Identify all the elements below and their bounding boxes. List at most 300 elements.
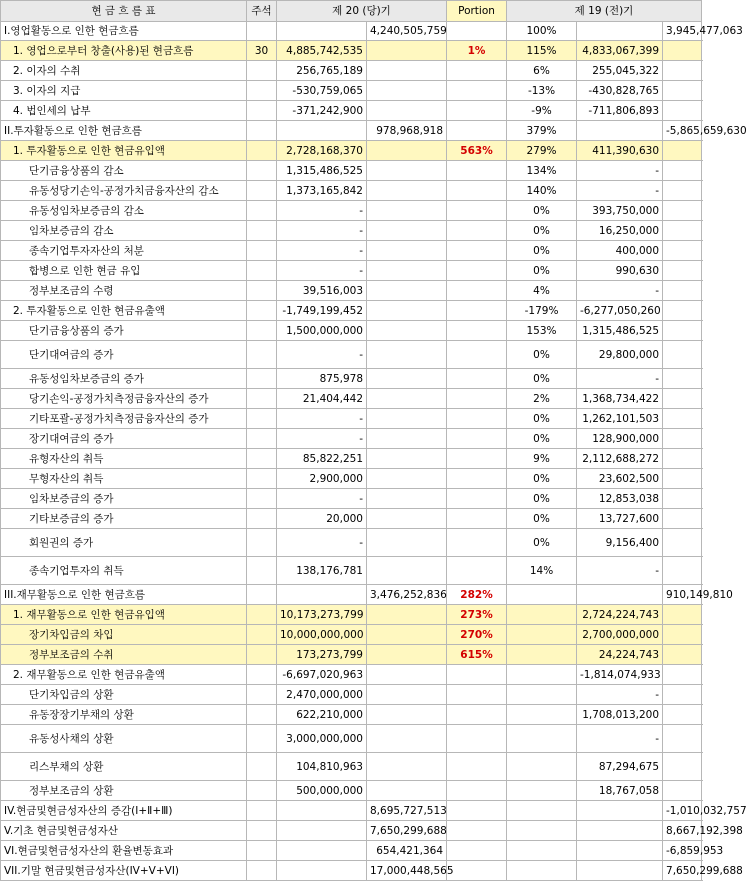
row-prior-item: -711,806,893 xyxy=(577,101,663,121)
row-portion: 0% xyxy=(507,429,577,449)
row-current-item: 875,978 xyxy=(277,369,367,389)
row-current-total xyxy=(367,557,447,585)
row-note xyxy=(247,61,277,81)
row-prior-item: 2,112,688,272 xyxy=(577,449,663,469)
table-row xyxy=(1,685,702,705)
row-prior-item: 990,630 xyxy=(577,261,663,281)
table-row xyxy=(1,469,702,489)
row-current-item: -6,697,020,963 xyxy=(277,665,367,685)
row-portion: 0% xyxy=(507,261,577,281)
row-portion: -13% xyxy=(507,81,577,101)
row-note xyxy=(247,449,277,469)
table-row xyxy=(1,61,702,81)
row-prior-item: 87,294,675 xyxy=(577,753,663,781)
row-current-total xyxy=(367,725,447,753)
row-portion: 100% xyxy=(507,22,577,41)
row-current-item: - xyxy=(277,529,367,557)
row-prior-item: 1,315,486,525 xyxy=(577,321,663,341)
row-note xyxy=(247,141,277,161)
table-row xyxy=(1,181,702,201)
table-row xyxy=(1,101,702,121)
row-prior-total xyxy=(663,141,702,161)
table-row xyxy=(1,221,702,241)
row-ratio xyxy=(447,261,507,281)
row-label: 무형자산의 취득 xyxy=(1,469,247,489)
row-label: IV.현금및현금성자산의 증감(Ⅰ+Ⅱ+Ⅲ) xyxy=(1,801,247,821)
table-row xyxy=(1,861,702,881)
row-portion xyxy=(507,585,577,605)
row-prior-item xyxy=(577,22,663,41)
row-prior-total: 7,650,299,688 xyxy=(663,861,702,881)
row-label: 2. 투자활동으로 인한 현금유출액 xyxy=(1,301,247,321)
row-prior-total: -1,010,032,757 xyxy=(663,801,702,821)
row-portion xyxy=(507,725,577,753)
table-row xyxy=(1,41,702,61)
row-label: 1. 영업으로부터 창출(사용)된 현금흐름 xyxy=(1,41,247,61)
row-ratio xyxy=(447,101,507,121)
row-ratio xyxy=(447,81,507,101)
row-label: 유동성당기손익-공정가치금융자산의 감소 xyxy=(1,181,247,201)
row-label: 장기대여금의 증가 xyxy=(1,429,247,449)
row-portion: 0% xyxy=(507,341,577,369)
row-prior-item: - xyxy=(577,369,663,389)
row-prior-total: -6,859,953 xyxy=(663,841,702,861)
row-note xyxy=(247,281,277,301)
row-current-item: - xyxy=(277,201,367,221)
row-current-total xyxy=(367,705,447,725)
row-ratio xyxy=(447,469,507,489)
row-label: 정부보조금의 수령 xyxy=(1,281,247,301)
row-portion: 2% xyxy=(507,389,577,409)
table-row xyxy=(1,529,702,557)
row-prior-total xyxy=(663,41,702,61)
row-prior-total xyxy=(663,529,702,557)
table-row xyxy=(1,121,702,141)
row-current-total xyxy=(367,281,447,301)
table-row xyxy=(1,369,702,389)
row-ratio: 282% xyxy=(447,585,507,605)
row-prior-item: - xyxy=(577,725,663,753)
row-label: 종속기업투자자산의 처분 xyxy=(1,241,247,261)
row-ratio: 615% xyxy=(447,645,507,665)
row-note xyxy=(247,22,277,41)
row-note xyxy=(247,81,277,101)
row-current-total xyxy=(367,449,447,469)
row-ratio xyxy=(447,409,507,429)
row-note xyxy=(247,241,277,261)
row-note xyxy=(247,409,277,429)
row-current-item: 4,885,742,535 xyxy=(277,41,367,61)
row-current-total: 654,421,364 xyxy=(367,841,447,861)
row-ratio xyxy=(447,489,507,509)
row-current-total: 17,000,448,565 xyxy=(367,861,447,881)
table-row xyxy=(1,781,702,801)
row-portion: 140% xyxy=(507,181,577,201)
row-current-total xyxy=(367,685,447,705)
row-current-total xyxy=(367,369,447,389)
row-portion: 0% xyxy=(507,489,577,509)
row-ratio xyxy=(447,121,507,141)
row-prior-total xyxy=(663,753,702,781)
row-portion: 9% xyxy=(507,449,577,469)
row-note xyxy=(247,841,277,861)
row-prior-total xyxy=(663,725,702,753)
row-current-item: 1,373,165,842 xyxy=(277,181,367,201)
row-label: 유동성사채의 상환 xyxy=(1,725,247,753)
row-label: 당기손익-공정가치측정금융자산의 증가 xyxy=(1,389,247,409)
row-note xyxy=(247,261,277,281)
row-prior-item: 16,250,000 xyxy=(577,221,663,241)
row-prior-total xyxy=(663,81,702,101)
row-prior-item: 1,262,101,503 xyxy=(577,409,663,429)
row-note xyxy=(247,725,277,753)
row-current-total: 978,968,918 xyxy=(367,121,447,141)
row-current-item: -530,759,065 xyxy=(277,81,367,101)
row-note xyxy=(247,685,277,705)
row-current-item: -1,749,199,452 xyxy=(277,301,367,321)
row-current-total xyxy=(367,753,447,781)
row-current-item: 1,500,000,000 xyxy=(277,321,367,341)
row-prior-total xyxy=(663,341,702,369)
row-prior-item: 23,602,500 xyxy=(577,469,663,489)
row-prior-item: 255,045,322 xyxy=(577,61,663,81)
row-prior-total xyxy=(663,605,702,625)
row-current-item: -371,242,900 xyxy=(277,101,367,121)
row-ratio: 563% xyxy=(447,141,507,161)
row-prior-total xyxy=(663,161,702,181)
row-prior-total xyxy=(663,469,702,489)
row-prior-item: 411,390,630 xyxy=(577,141,663,161)
row-label: 기타포괄-공정가치측정금융자산의 증가 xyxy=(1,409,247,429)
row-portion: 0% xyxy=(507,221,577,241)
row-current-total xyxy=(367,181,447,201)
row-label: 2. 이자의 수취 xyxy=(1,61,247,81)
table-row xyxy=(1,821,702,841)
row-portion: 0% xyxy=(507,469,577,489)
table-row xyxy=(1,509,702,529)
row-note xyxy=(247,665,277,685)
row-current-total xyxy=(367,489,447,509)
table-row xyxy=(1,489,702,509)
row-portion xyxy=(507,665,577,685)
row-note xyxy=(247,781,277,801)
row-current-total xyxy=(367,101,447,121)
row-prior-item: 18,767,058 xyxy=(577,781,663,801)
row-portion: 6% xyxy=(507,61,577,81)
table-row xyxy=(1,261,702,281)
row-label: 단기금융상품의 감소 xyxy=(1,161,247,181)
row-current-total: 4,240,505,759 xyxy=(367,22,447,41)
row-current-total xyxy=(367,81,447,101)
row-current-total xyxy=(367,201,447,221)
row-prior-item: - xyxy=(577,557,663,585)
row-portion: -179% xyxy=(507,301,577,321)
row-prior-item: 1,708,013,200 xyxy=(577,705,663,725)
table-row xyxy=(1,201,702,221)
row-prior-total xyxy=(663,261,702,281)
row-prior-total xyxy=(663,61,702,81)
row-portion xyxy=(507,861,577,881)
row-current-item: - xyxy=(277,221,367,241)
row-prior-total xyxy=(663,705,702,725)
table-row xyxy=(1,389,702,409)
row-prior-total xyxy=(663,509,702,529)
row-label: VII.기말 현금및현금성자산(IV+V+VI) xyxy=(1,861,247,881)
table-row xyxy=(1,321,702,341)
row-current-item: 173,273,799 xyxy=(277,645,367,665)
row-current-total xyxy=(367,61,447,81)
row-current-total xyxy=(367,41,447,61)
table-row xyxy=(1,141,702,161)
row-prior-item: 29,800,000 xyxy=(577,341,663,369)
row-current-item xyxy=(277,861,367,881)
row-current-total xyxy=(367,625,447,645)
row-portion xyxy=(507,685,577,705)
row-ratio xyxy=(447,801,507,821)
header-row xyxy=(1,1,702,22)
row-prior-item xyxy=(577,821,663,841)
row-note xyxy=(247,201,277,221)
row-note xyxy=(247,821,277,841)
row-prior-item xyxy=(577,801,663,821)
row-current-total xyxy=(367,161,447,181)
row-current-item: - xyxy=(277,261,367,281)
row-current-item xyxy=(277,585,367,605)
table-row xyxy=(1,301,702,321)
row-note xyxy=(247,341,277,369)
row-label: II.투자활동으로 인한 현금흐름 xyxy=(1,121,247,141)
row-current-item: 138,176,781 xyxy=(277,557,367,585)
table-row xyxy=(1,801,702,821)
row-portion xyxy=(507,605,577,625)
row-prior-item: 13,727,600 xyxy=(577,509,663,529)
row-note xyxy=(247,121,277,141)
row-portion: 279% xyxy=(507,141,577,161)
row-label: 유동성임차보증금의 증가 xyxy=(1,369,247,389)
row-prior-total xyxy=(663,489,702,509)
table-row xyxy=(1,22,702,41)
row-ratio xyxy=(447,861,507,881)
table-row xyxy=(1,725,702,753)
row-note xyxy=(247,705,277,725)
row-ratio xyxy=(447,301,507,321)
table-row xyxy=(1,557,702,585)
row-label: 합병으로 인한 현금 유입 xyxy=(1,261,247,281)
row-current-total xyxy=(367,261,447,281)
row-ratio xyxy=(447,22,507,41)
row-label: 1. 재무활동으로 인한 현금유입액 xyxy=(1,605,247,625)
row-label: 유동성임차보증금의 감소 xyxy=(1,201,247,221)
row-prior-item: 393,750,000 xyxy=(577,201,663,221)
row-note xyxy=(247,801,277,821)
row-prior-total xyxy=(663,181,702,201)
row-portion: 0% xyxy=(507,529,577,557)
table-row xyxy=(1,665,702,685)
row-label: 2. 재무활동으로 인한 현금유출액 xyxy=(1,665,247,685)
row-label: 유형자산의 취득 xyxy=(1,449,247,469)
row-label: I.영업활동으로 인한 현금흐름 xyxy=(1,22,247,41)
row-note xyxy=(247,321,277,341)
row-ratio xyxy=(447,369,507,389)
row-ratio xyxy=(447,389,507,409)
table-row xyxy=(1,605,702,625)
row-prior-item: 9,156,400 xyxy=(577,529,663,557)
row-portion xyxy=(507,801,577,821)
row-prior-total: 8,667,192,398 xyxy=(663,821,702,841)
row-prior-total xyxy=(663,409,702,429)
row-note xyxy=(247,389,277,409)
table-row xyxy=(1,753,702,781)
row-current-total xyxy=(367,321,447,341)
row-portion xyxy=(507,645,577,665)
table-row xyxy=(1,241,702,261)
row-prior-item: -430,828,765 xyxy=(577,81,663,101)
row-ratio: 273% xyxy=(447,605,507,625)
row-current-item xyxy=(277,801,367,821)
header-note: 주석 xyxy=(247,1,277,22)
row-ratio xyxy=(447,341,507,369)
row-note xyxy=(247,181,277,201)
row-label: 단기대여금의 증가 xyxy=(1,341,247,369)
row-prior-item: -6,277,050,260 xyxy=(577,301,663,321)
row-note xyxy=(247,529,277,557)
row-prior-item: - xyxy=(577,161,663,181)
row-label: 리스부채의 상환 xyxy=(1,753,247,781)
row-current-item: 622,210,000 xyxy=(277,705,367,725)
header-title: 현 금 흐 름 표 xyxy=(1,1,247,22)
row-prior-item: 400,000 xyxy=(577,241,663,261)
row-prior-total xyxy=(663,241,702,261)
row-prior-item xyxy=(577,585,663,605)
row-note xyxy=(247,645,277,665)
row-portion: -9% xyxy=(507,101,577,121)
row-portion: 0% xyxy=(507,369,577,389)
row-current-total: 7,650,299,688 xyxy=(367,821,447,841)
row-current-total xyxy=(367,241,447,261)
row-current-total xyxy=(367,389,447,409)
row-note xyxy=(247,585,277,605)
row-note xyxy=(247,557,277,585)
row-label: 단기차입금의 상환 xyxy=(1,685,247,705)
row-label: III.재무활동으로 인한 현금흐름 xyxy=(1,585,247,605)
row-prior-item xyxy=(577,841,663,861)
row-ratio xyxy=(447,161,507,181)
table-row xyxy=(1,161,702,181)
row-label: 유동장장기부채의 상환 xyxy=(1,705,247,725)
row-current-total xyxy=(367,529,447,557)
row-current-total xyxy=(367,301,447,321)
row-current-total xyxy=(367,429,447,449)
table-row xyxy=(1,585,702,605)
row-label: 정부보조금의 상환 xyxy=(1,781,247,801)
row-prior-item: - xyxy=(577,181,663,201)
row-ratio xyxy=(447,241,507,261)
row-current-item: 20,000 xyxy=(277,509,367,529)
row-ratio xyxy=(447,557,507,585)
row-portion: 0% xyxy=(507,201,577,221)
row-current-total: 8,695,727,513 xyxy=(367,801,447,821)
row-label: V.기초 현금및현금성자산 xyxy=(1,821,247,841)
row-prior-total xyxy=(663,101,702,121)
row-label: 회원권의 증가 xyxy=(1,529,247,557)
row-prior-total xyxy=(663,281,702,301)
row-current-total xyxy=(367,645,447,665)
row-prior-item: 24,224,743 xyxy=(577,645,663,665)
row-prior-item: - xyxy=(577,281,663,301)
row-current-total xyxy=(367,469,447,489)
row-prior-total xyxy=(663,429,702,449)
row-portion: 379% xyxy=(507,121,577,141)
row-ratio xyxy=(447,449,507,469)
row-current-item: - xyxy=(277,241,367,261)
table-row xyxy=(1,409,702,429)
row-portion: 4% xyxy=(507,281,577,301)
row-prior-total: 3,945,477,063 xyxy=(663,22,702,41)
table-row xyxy=(1,429,702,449)
row-label: 4. 법인세의 납부 xyxy=(1,101,247,121)
row-portion: 115% xyxy=(507,41,577,61)
row-prior-total xyxy=(663,301,702,321)
row-ratio xyxy=(447,781,507,801)
row-ratio xyxy=(447,821,507,841)
row-portion: 0% xyxy=(507,509,577,529)
table-body xyxy=(1,22,747,881)
row-current-item: 104,810,963 xyxy=(277,753,367,781)
row-ratio xyxy=(447,181,507,201)
row-current-total xyxy=(367,605,447,625)
table-row xyxy=(1,341,702,369)
row-current-item: 2,900,000 xyxy=(277,469,367,489)
row-portion: 134% xyxy=(507,161,577,181)
header-current-period: 제 20 (당)기 xyxy=(277,1,447,22)
row-label: 1. 투자활동으로 인한 현금유입액 xyxy=(1,141,247,161)
row-note xyxy=(247,509,277,529)
table-row xyxy=(1,625,702,645)
row-note xyxy=(247,753,277,781)
row-label: 임차보증금의 증가 xyxy=(1,489,247,509)
row-current-total xyxy=(367,341,447,369)
row-ratio xyxy=(447,685,507,705)
row-current-item: 2,470,000,000 xyxy=(277,685,367,705)
row-current-item: 3,000,000,000 xyxy=(277,725,367,753)
row-portion xyxy=(507,781,577,801)
row-current-total: 3,476,252,836 xyxy=(367,585,447,605)
row-current-item: - xyxy=(277,429,367,449)
row-ratio xyxy=(447,321,507,341)
row-current-total xyxy=(367,665,447,685)
row-prior-total xyxy=(663,665,702,685)
row-prior-total xyxy=(663,685,702,705)
row-ratio: 1% xyxy=(447,41,507,61)
row-prior-item: -1,814,074,933 xyxy=(577,665,663,685)
row-current-item xyxy=(277,821,367,841)
row-note xyxy=(247,605,277,625)
row-portion xyxy=(507,753,577,781)
row-prior-item: 4,833,067,399 xyxy=(577,41,663,61)
row-note xyxy=(247,625,277,645)
row-ratio xyxy=(447,841,507,861)
row-ratio xyxy=(447,753,507,781)
row-portion: 153% xyxy=(507,321,577,341)
row-note xyxy=(247,221,277,241)
table-row xyxy=(1,705,702,725)
row-current-item: 500,000,000 xyxy=(277,781,367,801)
row-current-item: 21,404,442 xyxy=(277,389,367,409)
table-row xyxy=(1,281,702,301)
row-prior-total: -5,865,659,630 xyxy=(663,121,702,141)
row-current-item xyxy=(277,841,367,861)
row-note: 30 xyxy=(247,41,277,61)
